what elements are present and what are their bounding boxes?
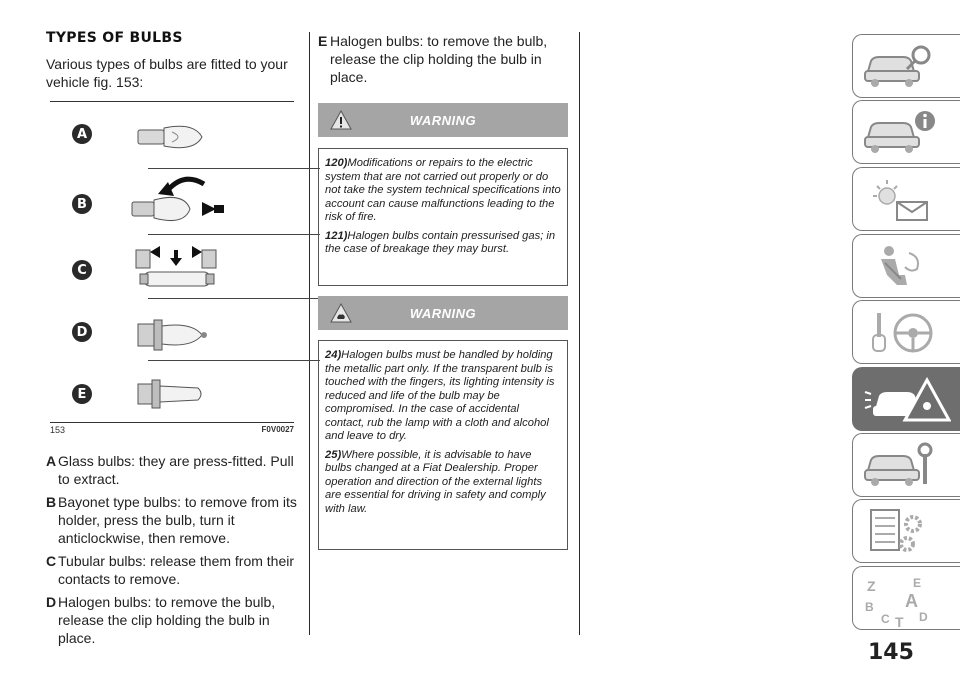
warning-box xyxy=(318,148,568,286)
page-number: 145 xyxy=(868,640,914,665)
figure-letter-d: D xyxy=(72,322,92,342)
warning-text: Halogen bulbs must be handled by holding the metallic part only. If the transparent bulb is touched with the fingers, its lighting intensity is reduced and life of the bulb may be compromised. In the case of accidental contact, rub the lamp with a cloth and alcohol and leave to dry. xyxy=(325,349,555,442)
warning-paragraph xyxy=(325,449,561,517)
warning-ref: 24) xyxy=(325,349,342,361)
warning-title: WARNING xyxy=(409,113,477,128)
sidebar-tab-maintenance[interactable] xyxy=(852,433,960,497)
sidebar-tab-in-an-emergency[interactable] xyxy=(852,367,960,431)
warning-light-envelope-icon xyxy=(861,174,941,224)
list-item xyxy=(46,593,298,647)
car-wrench-icon xyxy=(861,440,941,490)
list-item-text: Bayonet type bulbs: to remove from its holder, press the bulb, turn it anticlockwise, then remove. xyxy=(58,494,297,546)
svg-text:T: T xyxy=(895,614,904,627)
car-search-icon xyxy=(861,41,941,91)
figure-separator xyxy=(148,360,320,361)
sidebar-tab-index[interactable] xyxy=(852,566,960,630)
alphabet-index-icon xyxy=(861,573,941,627)
sidebar-tab-safety[interactable] xyxy=(852,234,960,298)
warning-paragraph xyxy=(325,157,561,225)
warning-text: Modifications or repairs to the electric system that are not carried out properly or do not take the system technical specifications into account can cause malfunctions leading to the risk of fire. xyxy=(325,157,561,223)
bulb-type-list xyxy=(46,452,298,652)
list-item xyxy=(46,452,298,488)
figure-code: F0V0027 xyxy=(261,425,294,434)
figure-letter-a: A xyxy=(72,124,92,144)
car-info-icon xyxy=(861,107,941,157)
figure-number: 153 xyxy=(50,425,66,435)
column-divider-left xyxy=(309,32,310,635)
figure-separator xyxy=(148,234,320,235)
list-item-text: Tubular bulbs: release them from their contacts to remove. xyxy=(58,553,295,587)
sidebar-tab-technical-specifications[interactable] xyxy=(852,499,960,563)
warning-text: Where possible, it is advisable to have bulbs changed at a Fiat Dealership. Proper operation and direction of the external lights are essential for driving in safety and comply with law. xyxy=(325,448,546,515)
halogen-bulb-h4-icon xyxy=(132,308,222,358)
svg-text:E: E xyxy=(913,576,922,590)
svg-text:A: A xyxy=(905,591,918,611)
svg-text:D: D xyxy=(919,610,928,624)
warning-title: WARNING xyxy=(409,306,477,321)
warning-ref: 25) xyxy=(325,448,342,461)
svg-text:Z: Z xyxy=(867,578,876,594)
figure-letter-e: E xyxy=(72,384,92,404)
warning-ref: 120) xyxy=(325,157,348,169)
list-item-text: Halogen bulbs: to remove the bulb, release the clip holding the bulb in place. xyxy=(58,594,276,646)
warning-header xyxy=(318,103,568,137)
seat-airbag-icon xyxy=(861,241,941,291)
intro-text: Various types of bulbs are fitted to your vehicle fig. 153: xyxy=(46,56,288,90)
figure-letter-c: C xyxy=(72,260,92,280)
halogen-bulb-h7-icon xyxy=(132,370,222,416)
warning-text: Halogen bulbs contain pressurised gas; in the case of breakage they may burst. xyxy=(325,229,556,255)
specs-gears-icon xyxy=(861,506,941,556)
figure-separator xyxy=(148,298,320,299)
glass-bulb-icon xyxy=(132,118,222,158)
figure-letter-b: B xyxy=(72,194,92,214)
list-item-text: Glass bulbs: they are press-fitted. Pull to extract. xyxy=(58,453,294,487)
list-item-text: Halogen bulbs: to remove the bulb, release the clip holding the bulb in place. xyxy=(330,33,548,85)
sidebar-tab-warning-lights[interactable] xyxy=(852,167,960,231)
warning-box xyxy=(318,340,568,550)
column-divider-right xyxy=(579,32,580,635)
warning-ref: 121) xyxy=(325,229,348,242)
list-item xyxy=(46,493,298,547)
list-item xyxy=(318,32,568,86)
list-item-letter: D xyxy=(46,594,57,610)
bulb-figure xyxy=(50,100,294,420)
sidebar-tab-car-search[interactable] xyxy=(852,34,960,98)
list-item-letter: E xyxy=(318,33,328,49)
svg-text:B: B xyxy=(865,600,874,614)
key-steering-wheel-icon xyxy=(861,307,941,357)
warning-paragraph xyxy=(325,349,561,444)
list-item-letter: B xyxy=(46,494,57,510)
bayonet-bulb-icon xyxy=(128,174,248,228)
svg-text:C: C xyxy=(881,612,890,626)
car-emergency-triangle-icon xyxy=(861,374,951,428)
warning-header xyxy=(318,296,568,330)
section-title: TYPES OF BULBS xyxy=(46,30,183,46)
tubular-bulb-icon xyxy=(130,242,230,296)
figure-separator xyxy=(148,168,320,169)
sidebar-tab-car-info[interactable] xyxy=(852,100,960,164)
list-item xyxy=(46,552,298,588)
list-item-letter: C xyxy=(46,553,57,569)
sidebar-tab-starting-driving[interactable] xyxy=(852,300,960,364)
list-item-letter: A xyxy=(46,453,57,469)
figure-caption xyxy=(50,422,294,436)
warning-paragraph xyxy=(325,230,561,257)
